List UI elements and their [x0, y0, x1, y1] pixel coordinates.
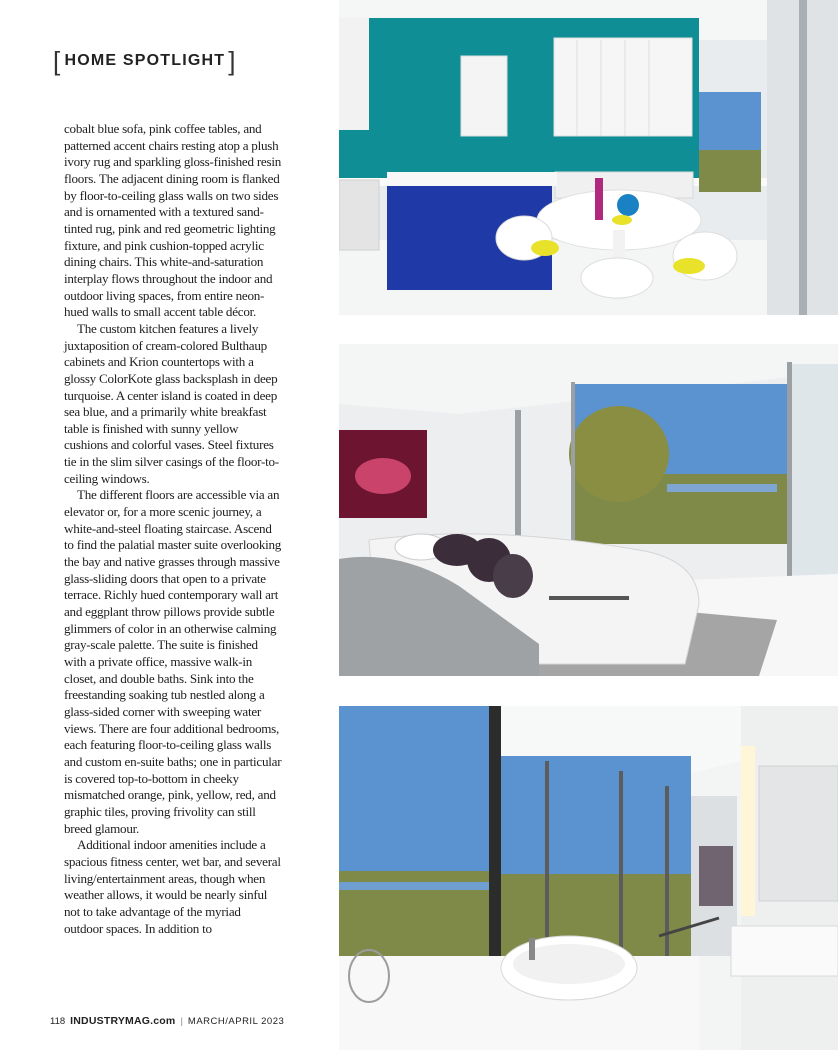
article-paragraph-3: The different floors are accessible via an elevator or, for a more scenic journey, a white-and-steel floating staircase. Ascend to find the palatial master suite overlooking the bay and native grasses through massive glass-sliding doors that open to a private terrace. Richly hued contemporary wall art and eggplant throw pillows provide subtle glimmers of color in an otherwise calming gray-scale palette. The suite is finished with a private office, massive walk-in closet, and double baths. Sink into the freestanding soaking tub nestled along a glass-sided corner with sweeping water views. There are four additional bedrooms, each featuring floor-to-ceiling glass walls and custom en-suite baths; one in particular is covered top-to-bottom in cheeky mismatched orange, pink, yellow, red, and graphic tiles, proving frivolity can still breed glamour. [64, 487, 282, 836]
yellow-cushion-right [673, 258, 705, 274]
footer-separator: | [180, 1016, 183, 1027]
yellow-bowl [612, 215, 632, 225]
article-paragraph-4: Additional indoor amenities include a spacious fitness center, wet bar, and several living/entertainment areas, though when weather allows, it would be nearly sinful not to take advantage of the myriad outdoor spaces. In addition to [64, 837, 281, 936]
article-paragraph-2: The custom kitchen features a lively juxtaposition of cream-colored Bulthaup cabinets and Krion countertops with a glossy ColorKote glass backsplash in deep turquoise. A center island is coated in deep sea blue, and a primarily white breakfast table is finished with sunny yellow cushions and colorful vases. Steel fixtures tie in the slim silver casings of the floor-to-ceiling windows. [64, 320, 279, 486]
bathroom-photo [339, 706, 838, 1050]
right-bracket: ] [228, 46, 237, 76]
bedroom-photo [339, 344, 838, 676]
kitchen-window-trees [699, 150, 761, 192]
magazine-site: INDUSTRYMAG.com [70, 1015, 176, 1027]
section-title: HOME SPOTLIGHT [64, 52, 226, 69]
issue-date: MARCH/APRIL 2023 [187, 1016, 285, 1027]
article-body [64, 121, 282, 937]
left-bracket: [ [53, 46, 62, 76]
yellow-cushion-left [531, 240, 559, 256]
kitchen-photo [339, 0, 838, 315]
page-number: 118 [50, 1016, 66, 1027]
article-paragraph-1: cobalt blue sofa, pink coffee tables, and patterned accent chairs resting atop a plush ivory rug and sparkling gloss-finished resin floors. The adjacent dining room is flanked by floor-to-ceiling glass walls on two sides and is ornamented with a textured sand-tinted rug, pink and red geometric lighting fixture, and pink cushion-topped acrylic dining chairs. This white-and-saturation interplay flows throughout the indoor and outdoor living spaces, from entire neon-hued walls to small accent table décor. [64, 121, 282, 320]
section-label [50, 48, 240, 74]
turquoise-upper-cabinet [373, 22, 461, 96]
page-footer [50, 1015, 284, 1027]
